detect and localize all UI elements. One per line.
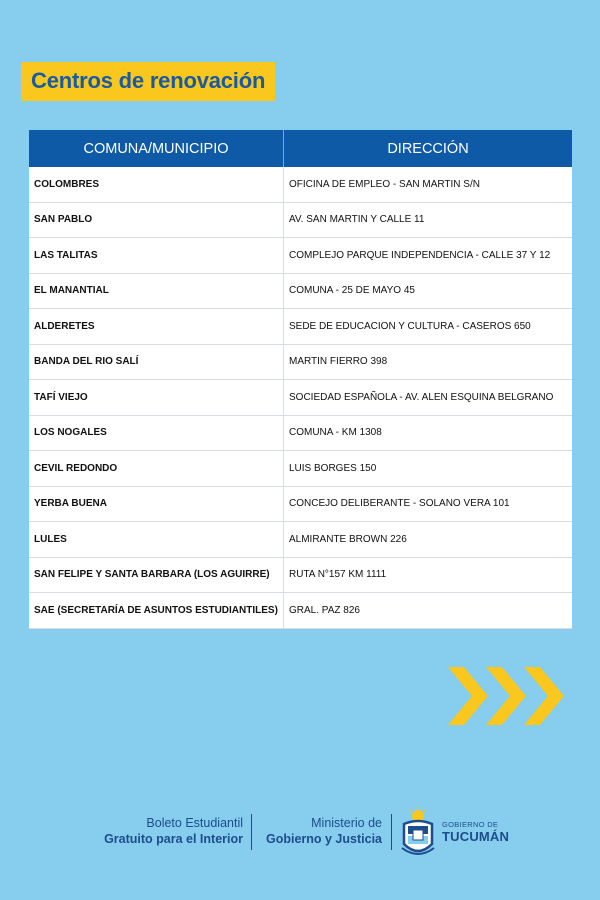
cell-comuna: YERBA BUENA: [29, 486, 284, 522]
table-row: [29, 167, 572, 202]
program-line1: Boleto Estudiantil: [146, 816, 243, 830]
cell-direccion: GRAL. PAZ 826: [284, 593, 573, 629]
program-name: [104, 816, 243, 846]
cell-direccion: LUIS BORGES 150: [284, 451, 573, 487]
table-row: [29, 486, 572, 522]
table-row: [29, 380, 572, 416]
cell-comuna: LAS TALITAS: [29, 238, 284, 274]
gov-line2: TUCUMÁN: [442, 829, 510, 844]
header-comuna: COMUNA/MUNICIPIO: [29, 130, 284, 167]
footer: [0, 800, 600, 870]
table-row: [29, 202, 572, 238]
cell-comuna: SAE (SECRETARÍA DE ASUNTOS ESTUDIANTILES): [29, 593, 284, 629]
table-row: [29, 593, 572, 629]
table-row: [29, 238, 572, 274]
ministry-name: [266, 816, 382, 846]
cell-comuna: SAN FELIPE Y SANTA BARBARA (LOS AGUIRRE): [29, 557, 284, 593]
cell-comuna: BANDA DEL RIO SALÍ: [29, 344, 284, 380]
table-row: [29, 344, 572, 380]
cell-direccion: OFICINA DE EMPLEO - SAN MARTIN S/N: [284, 167, 573, 202]
gov-line1: GOBIERNO DE: [442, 820, 499, 829]
table-row: [29, 557, 572, 593]
table-row: [29, 273, 572, 309]
footer-divider: [251, 814, 252, 850]
government-name: [442, 820, 509, 844]
cell-direccion: SOCIEDAD ESPAÑOLA - AV. ALEN ESQUINA BELGRANO: [284, 380, 573, 416]
ministry-line2: Gobierno y Justicia: [265, 832, 382, 846]
cell-direccion: COMPLEJO PARQUE INDEPENDENCIA - CALLE 37 Y 12: [284, 238, 573, 274]
cell-direccion: ALMIRANTE BROWN 226: [284, 522, 573, 558]
cell-comuna: EL MANANTIAL: [29, 273, 284, 309]
cell-direccion: AV. SAN MARTIN Y CALLE 11: [284, 202, 573, 238]
table-row: [29, 415, 572, 451]
page-title: Centros de renovación: [31, 68, 266, 93]
cell-direccion: CONCEJO DELIBERANTE - SOLANO VERA 101: [284, 486, 573, 522]
header-direccion: DIRECCIÓN: [284, 130, 573, 167]
table-row: [29, 309, 572, 345]
cell-comuna: ALDERETES: [29, 309, 284, 345]
cell-comuna: LOS NOGALES: [29, 415, 284, 451]
table-body: [29, 167, 572, 628]
page-title-box: [21, 62, 275, 101]
table-row: [29, 522, 572, 558]
cell-direccion: MARTIN FIERRO 398: [284, 344, 573, 380]
cell-direccion: COMUNA - KM 1308: [284, 415, 573, 451]
program-line2: Gratuito para el Interior: [104, 832, 243, 846]
cell-comuna: CEVIL REDONDO: [29, 451, 284, 487]
cell-direccion: RUTA N°157 KM 1111: [284, 557, 573, 593]
cell-comuna: TAFÍ VIEJO: [29, 380, 284, 416]
chevron-arrows-icon: [448, 665, 568, 727]
footer-divider: [391, 814, 392, 850]
table-header-row: [29, 130, 572, 167]
centros-table: [29, 130, 572, 629]
cell-direccion: SEDE DE EDUCACION Y CULTURA - CASEROS 650: [284, 309, 573, 345]
tucuman-seal-icon: [398, 806, 438, 862]
cell-direccion: COMUNA - 25 DE MAYO 45: [284, 273, 573, 309]
cell-comuna: LULES: [29, 522, 284, 558]
cell-comuna: COLOMBRES: [29, 167, 284, 202]
cell-comuna: SAN PABLO: [29, 202, 284, 238]
ministry-line1: Ministerio de: [311, 816, 382, 830]
table-row: [29, 451, 572, 487]
